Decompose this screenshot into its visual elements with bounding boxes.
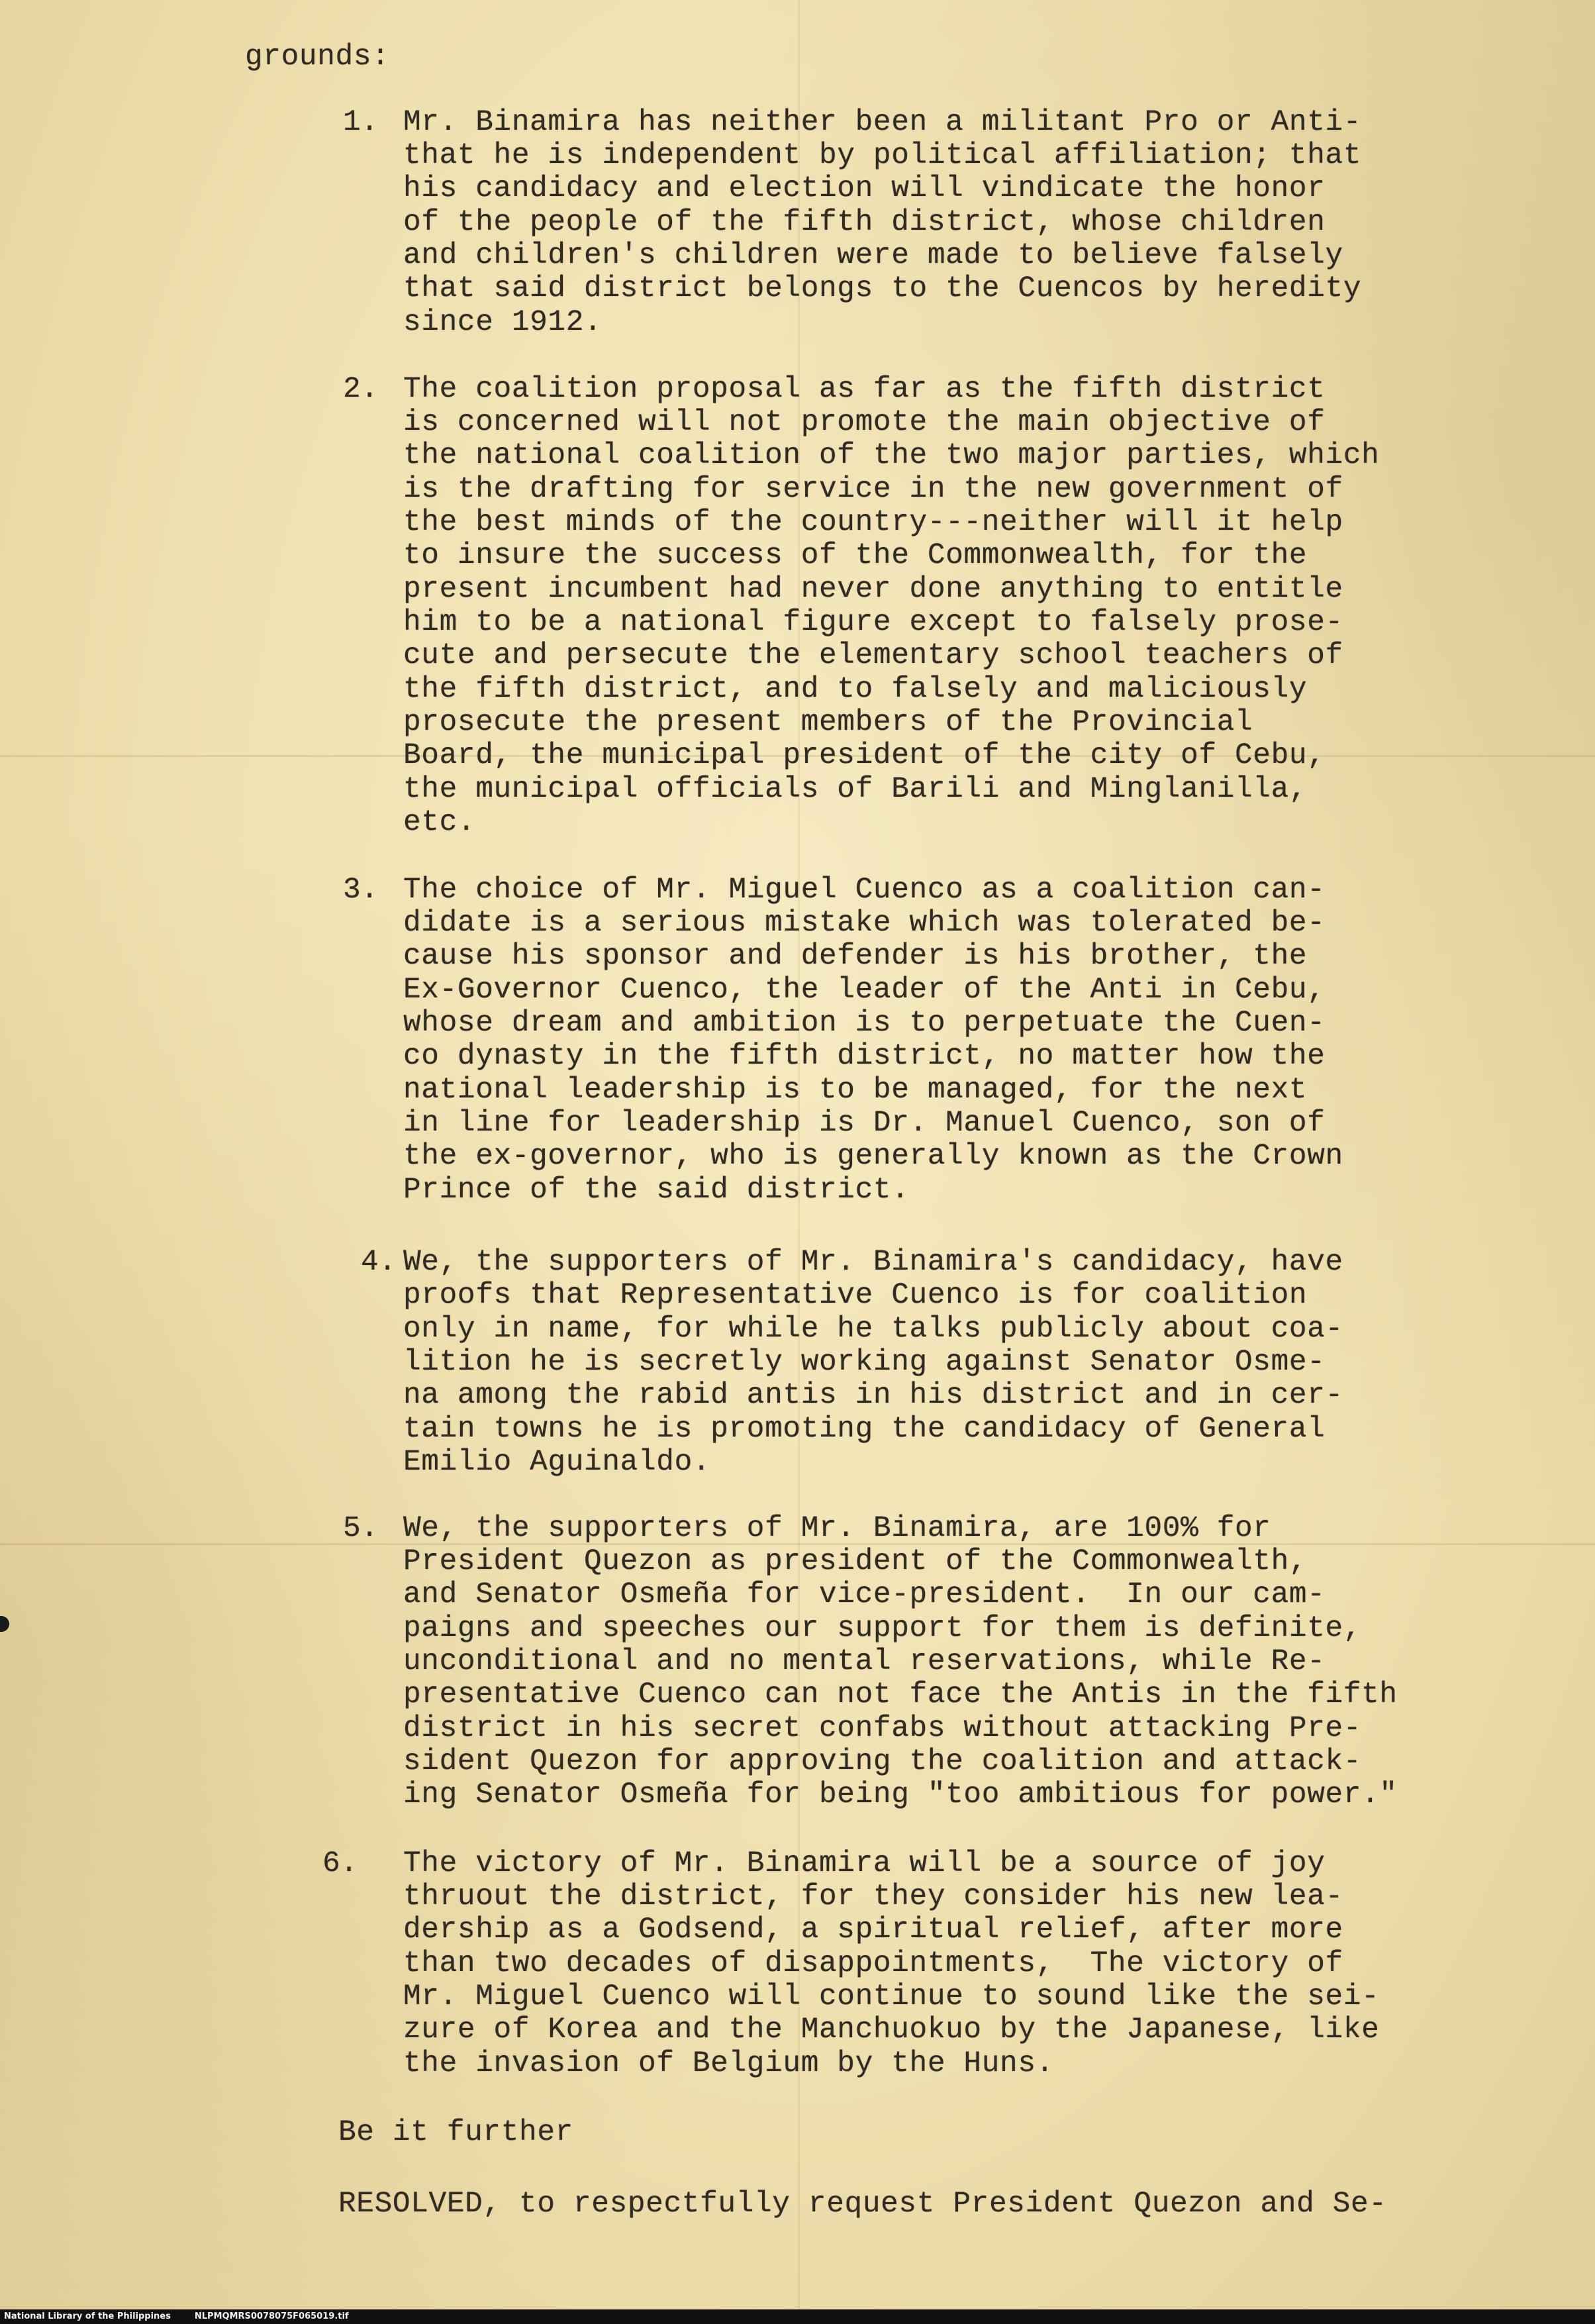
item-4-line-6: tain towns he is promoting the candidacy of General: [403, 1413, 1326, 1446]
item-1-line-4: of the people of the fifth district, whose children: [403, 206, 1326, 239]
item-4-line-4: lition he is secretly working against Senator Osme-: [403, 1346, 1326, 1379]
item-4-line-2: proofs that Representative Cuenco is for coalition: [403, 1279, 1308, 1312]
item-2-line-11: prosecute the present members of the Provincial: [403, 706, 1253, 739]
item-3-number: 3.: [343, 874, 379, 907]
item-3-line-9: the ex-governor, who is generally known as the Crown: [403, 1140, 1343, 1173]
item-5-line-2: President Quezon as president of the Commonwealth,: [403, 1545, 1308, 1578]
item-5-number: 5.: [343, 1512, 379, 1545]
footer-file: NLPMQMRS0078075F065019.tif: [194, 2311, 349, 2321]
item-3-line-7: national leadership is to be managed, for the next: [403, 1074, 1308, 1107]
item-3-line-3: cause his sponsor and defender is his brother, the: [403, 940, 1308, 973]
item-5-line-1: We, the supporters of Mr. Binamira, are 100% for: [403, 1512, 1271, 1545]
item-2-number: 2.: [343, 373, 379, 406]
item-1-number: 1.: [343, 106, 379, 139]
further-clause: Be it further: [338, 2116, 573, 2149]
item-1-line-3: his candidacy and election will vindicate the honor: [403, 172, 1326, 205]
item-2-line-1: The coalition proposal as far as the fifth district: [403, 373, 1326, 406]
item-2-line-2: is concerned will not promote the main objective of: [403, 406, 1326, 439]
item-2-line-12: Board, the municipal president of the city of Cebu,: [403, 739, 1326, 772]
item-6-line-3: dership as a Godsend, a spiritual relief, after more: [403, 1913, 1343, 1946]
item-6-line-1: The victory of Mr. Binamira will be a source of joy: [403, 1847, 1326, 1880]
item-4-line-7: Emilio Aguinaldo.: [403, 1446, 711, 1479]
item-6-line-6: zure of Korea and the Manchuokuo by the Japanese, like: [403, 2013, 1380, 2046]
item-4-line-5: na among the rabid antis in his district and in cer-: [403, 1379, 1343, 1412]
footer-library: National Library of the Philippines: [4, 2311, 171, 2321]
item-5-line-4: paigns and speeches our support for them is definite,: [403, 1612, 1362, 1645]
item-1-line-6: that said district belongs to the Cuencos by heredity: [403, 272, 1362, 305]
item-3-line-2: didate is a serious mistake which was tolerated be-: [403, 907, 1326, 940]
item-2-line-9: cute and persecute the elementary school teachers of: [403, 639, 1343, 672]
item-1-line-1: Mr. Binamira has neither been a militant Pro or Anti-: [403, 106, 1362, 139]
item-6-line-4: than two decades of disappointments, The victory of: [403, 1947, 1343, 1980]
item-2-line-4: is the drafting for service in the new government of: [403, 473, 1343, 506]
item-3-line-10: Prince of the said district.: [403, 1174, 910, 1207]
item-1-line-7: since 1912.: [403, 306, 603, 339]
item-2-line-8: him to be a national figure except to falsely prose-: [403, 606, 1343, 639]
resolved-clause: RESOLVED, to respectfully request President Quezon and Se-: [338, 2188, 1387, 2221]
item-5-line-7: district in his secret confabs without attacking Pre-: [403, 1712, 1362, 1745]
item-2-line-13: the municipal officials of Barili and Minglanilla,: [403, 773, 1308, 806]
item-2-line-7: present incumbent had never done anything to entitle: [403, 573, 1343, 606]
item-3-line-8: in line for leadership is Dr. Manuel Cuenco, son of: [403, 1107, 1326, 1140]
item-2-line-6: to insure the success of the Commonwealth, for the: [403, 539, 1308, 572]
archive-footer: [0, 2309, 1595, 2324]
item-5-line-5: unconditional and no mental reservations, while Re-: [403, 1645, 1326, 1678]
item-1-line-5: and children's children were made to believe falsely: [403, 239, 1343, 272]
item-5-line-9: ing Senator Osmeña for being "too ambitious for power.": [403, 1778, 1398, 1811]
item-3-line-6: co dynasty in the fifth district, no matter how the: [403, 1040, 1326, 1073]
item-6-number: 6.: [322, 1847, 358, 1880]
item-6-line-5: Mr. Miguel Cuenco will continue to sound like the sei-: [403, 1980, 1380, 2013]
item-4-line-1: We, the supporters of Mr. Binamira's candidacy, have: [403, 1246, 1343, 1279]
item-3-line-5: whose dream and ambition is to perpetuate the Cuen-: [403, 1007, 1326, 1040]
item-5-line-3: and Senator Osmeña for vice-president. In our cam-: [403, 1578, 1326, 1611]
item-1-line-2: that he is independent by political affiliation; that: [403, 139, 1362, 172]
item-2-line-3: the national coalition of the two major parties, which: [403, 439, 1380, 472]
opening-word: grounds:: [245, 40, 390, 74]
item-5-line-6: presentative Cuenco can not face the Antis in the fifth: [403, 1678, 1398, 1711]
item-5-line-8: sident Quezon for approving the coalition and attack-: [403, 1745, 1362, 1778]
item-2-line-5: the best minds of the country---neither will it help: [403, 506, 1343, 539]
item-6-line-7: the invasion of Belgium by the Huns.: [403, 2047, 1054, 2080]
item-6-line-2: thruout the district, for they consider his new lea-: [403, 1880, 1343, 1913]
item-3-line-1: The choice of Mr. Miguel Cuenco as a coalition can-: [403, 874, 1326, 907]
item-4-number: 4.: [361, 1246, 397, 1279]
item-4-line-3: only in name, for while he talks publicly about coa-: [403, 1313, 1343, 1346]
item-2-line-14: etc.: [403, 806, 476, 839]
item-2-line-10: the fifth district, and to falsely and maliciously: [403, 673, 1308, 706]
item-3-line-4: Ex-Governor Cuenco, the leader of the Anti in Cebu,: [403, 974, 1326, 1007]
